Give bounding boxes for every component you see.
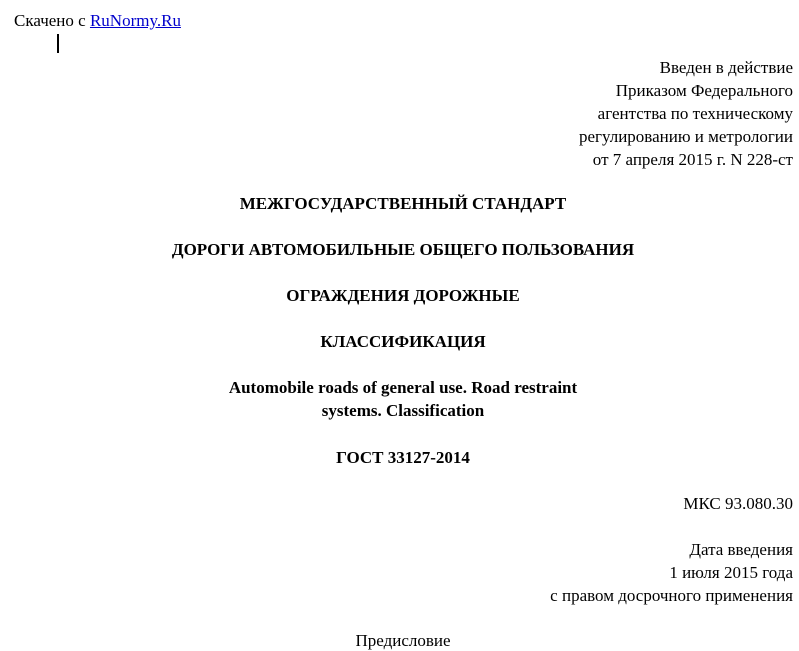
standard-title: МЕЖГОСУДАРСТВЕННЫЙ СТАНДАРТ bbox=[239, 194, 567, 213]
effective-date-line: с правом досрочного применения bbox=[550, 586, 793, 605]
mks-code: МКС 93.080.30 bbox=[683, 494, 793, 513]
enactment-line: Введен в действие bbox=[659, 58, 793, 77]
effective-date-line: 1 июля 2015 года bbox=[669, 563, 793, 582]
source-link[interactable]: RuNormy.Ru bbox=[89, 11, 181, 30]
preface-heading: Предисловие bbox=[355, 631, 451, 650]
enactment-line: агентства по техническому bbox=[597, 104, 793, 123]
enactment-block bbox=[373, 56, 793, 171]
classification-title: КЛАССИФИКАЦИЯ bbox=[320, 332, 486, 351]
enactment-line: регулированию и метрологии bbox=[578, 127, 793, 146]
text-cursor bbox=[57, 34, 59, 53]
source-prefix: Скачено с bbox=[14, 11, 90, 30]
effective-date-block bbox=[393, 538, 793, 607]
enactment-line: от 7 апреля 2015 г. N 228-ст bbox=[592, 150, 793, 169]
english-title-line: Automobile roads of general use. Road restraint bbox=[228, 378, 578, 397]
source-line bbox=[14, 10, 181, 31]
english-title-line: systems. Classification bbox=[321, 401, 485, 420]
gost-number: ГОСТ 33127-2014 bbox=[336, 448, 470, 467]
enactment-line: Приказом Федерального bbox=[615, 81, 793, 100]
effective-date-line: Дата введения bbox=[689, 540, 793, 559]
english-title bbox=[0, 376, 799, 422]
roads-title: ДОРОГИ АВТОМОБИЛЬНЫЕ ОБЩЕГО ПОЛЬЗОВАНИЯ bbox=[171, 240, 635, 259]
barriers-title: ОГРАЖДЕНИЯ ДОРОЖНЫЕ bbox=[286, 286, 520, 305]
